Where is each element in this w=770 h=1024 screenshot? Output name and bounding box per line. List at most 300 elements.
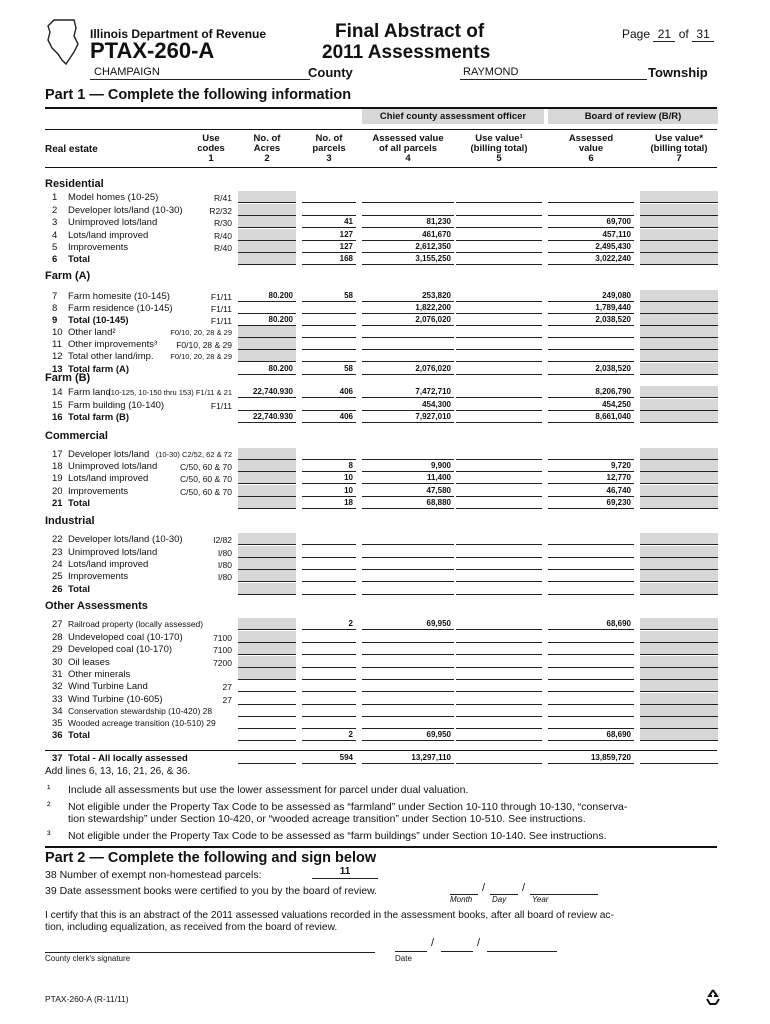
row-37-acres-field[interactable] [238,752,296,764]
row-16-acres-field[interactable] [238,411,296,423]
row-7-acres-field[interactable] [238,290,296,302]
row-14-bor-field[interactable] [548,386,634,398]
row-36-bor-field[interactable] [548,729,634,741]
row-32-acres-field[interactable] [238,680,296,692]
row-30-use-code: 7200 [213,658,232,668]
row-7-boruse-field[interactable] [640,290,718,302]
row-13-assessed-field[interactable] [362,363,454,375]
row-33-boruse-field[interactable] [640,693,718,705]
row-1-use-field[interactable] [456,191,542,203]
row-34-bor-field[interactable] [548,705,634,717]
row-5-use-field[interactable] [456,241,542,253]
row-36-parcels-field[interactable] [302,729,356,741]
sign-day-field[interactable] [441,940,473,952]
row-18-assessed-field[interactable] [362,460,454,472]
row-17-boruse-field[interactable] [640,448,718,460]
row-9-assessed-field[interactable] [362,314,454,326]
exempt-parcels-field[interactable] [312,866,378,879]
row-37-use-field[interactable] [456,752,542,764]
row-21-parcels-value: 18 [344,498,353,507]
page-number[interactable]: 21 [653,27,675,42]
row-15-assessed-value: 454,300 [422,400,451,409]
row-35-acres-field[interactable] [238,717,296,729]
row-8-bor-field[interactable] [548,302,634,314]
county-field[interactable] [90,66,310,80]
row-29-bor-field[interactable] [548,643,634,655]
row-4-acres-field[interactable] [238,229,296,241]
row-30-assessed-field[interactable] [362,656,454,668]
row-11-boruse-field[interactable] [640,338,718,350]
row-1-bor-field[interactable] [548,191,634,203]
row-23-assessed-field[interactable] [362,546,454,558]
row-8-assessed-field[interactable] [362,302,454,314]
row-13-acres-field[interactable] [238,363,296,375]
row-35-boruse-field[interactable] [640,717,718,729]
row-20-boruse-field[interactable] [640,485,718,497]
row-10-use-field[interactable] [456,326,542,338]
cert-month-field[interactable] [450,884,478,895]
row-34-use-field[interactable] [456,705,542,717]
row-20-acres-field[interactable] [238,485,296,497]
row-23-parcels-field[interactable] [302,546,356,558]
row-5-parcels-field[interactable] [302,241,356,253]
row-28-parcels-field[interactable] [302,631,356,643]
date-slash-2: / [522,882,526,894]
section-residential: Residential [45,178,104,190]
row-4-boruse-field[interactable] [640,229,718,241]
row-18-boruse-field[interactable] [640,460,718,472]
row-31-bor-field[interactable] [548,668,634,680]
row-20-assessed-field[interactable] [362,485,454,497]
row-20-number: 20 [52,486,63,497]
row-13-acres-value: 80.200 [268,364,293,373]
row-37-boruse-field[interactable] [640,752,718,764]
row-31-boruse-field[interactable] [640,668,718,680]
row-30-boruse-field[interactable] [640,656,718,668]
row-23-label: Unimproved lots/land [68,547,158,558]
row-14-use-field[interactable] [456,386,542,398]
row-11-assessed-field[interactable] [362,338,454,350]
row-2-assessed-field[interactable] [362,204,454,216]
of-label: of [678,27,689,41]
row-9-use-field[interactable] [456,314,542,326]
footnote-2-mark: ² [47,800,51,812]
row-30-label: Oil leases [68,657,110,668]
row-16-assessed-field[interactable] [362,411,454,423]
row-19-parcels-field[interactable] [302,472,356,484]
row-36-bor-value: 68,690 [606,730,631,739]
row-15-use-field[interactable] [456,399,542,411]
row-30-acres-field[interactable] [238,656,296,668]
row-20-parcels-field[interactable] [302,485,356,497]
row-22-acres-field[interactable] [238,533,296,545]
row-4-number: 4 [52,230,58,241]
row-26-boruse-field[interactable] [640,583,718,595]
col-header-acres: No. of Acres 2 [253,133,281,164]
row-11-parcels-field[interactable] [302,338,356,350]
row-26-parcels-field[interactable] [302,583,356,595]
row-25-acres-field[interactable] [238,570,296,582]
line-38-label: 38 Number of exempt non-homestead parcels: [45,869,262,881]
row-5-assessed-field[interactable] [362,241,454,253]
row-5-number: 5 [52,242,58,253]
row-8-use-field[interactable] [456,302,542,314]
row-26-assessed-field[interactable] [362,583,454,595]
row-37-bor-field[interactable] [548,752,634,764]
row-25-label: Improvements [68,571,129,582]
row-16-use-field[interactable] [456,411,542,423]
township-field[interactable] [460,66,647,80]
row-36-use-field[interactable] [456,729,542,741]
row-9-acres-field[interactable] [238,314,296,326]
row-12-assessed-field[interactable] [362,350,454,362]
row-7-use-code: F1/11 [210,292,232,302]
row-8-parcels-field[interactable] [302,302,356,314]
col-header-use-value: Use value¹ (billing total) 5 [470,133,528,164]
row-3-parcels-field[interactable] [302,216,356,228]
row-16-parcels-field[interactable] [302,411,356,423]
row-10-number: 10 [52,327,63,338]
row-22-use-code: I2/82 [213,535,232,545]
row-2-bor-field[interactable] [548,204,634,216]
row-25-use-field[interactable] [456,570,542,582]
row-3-acres-field[interactable] [238,216,296,228]
row-13-parcels-value: 58 [344,364,353,373]
row-10-boruse-field[interactable] [640,326,718,338]
row-9-use-code: F1/11 [210,316,232,326]
row-21-assessed-field[interactable] [362,497,454,509]
part2-divider [45,846,717,848]
row-30-parcels-field[interactable] [302,656,356,668]
row-34-parcels-field[interactable] [302,705,356,717]
row-27-parcels-field[interactable] [302,618,356,630]
row-28-assessed-field[interactable] [362,631,454,643]
row-29-use-code: 7100 [213,645,232,655]
row-17-bor-field[interactable] [548,448,634,460]
row-17-acres-field[interactable] [238,448,296,460]
page-total[interactable]: 31 [692,27,714,42]
row-2-use-field[interactable] [456,204,542,216]
row-5-boruse-field[interactable] [640,241,718,253]
row-20-assessed-value: 47,580 [426,486,451,495]
row-31-parcels-field[interactable] [302,668,356,680]
row-8-number: 8 [52,303,58,314]
row-5-acres-field[interactable] [238,241,296,253]
row-9-bor-field[interactable] [548,314,634,326]
row-1-parcels-field[interactable] [302,191,356,203]
row-32-boruse-field[interactable] [640,680,718,692]
row-21-acres-field[interactable] [238,497,296,509]
row-29-assessed-field[interactable] [362,643,454,655]
row-18-parcels-field[interactable] [302,460,356,472]
row-8-boruse-field[interactable] [640,302,718,314]
row-6-assessed-field[interactable] [362,253,454,265]
row-13-boruse-field[interactable] [640,363,718,375]
row-3-use-field[interactable] [456,216,542,228]
row-7-use-field[interactable] [456,290,542,302]
row-10-acres-field[interactable] [238,326,296,338]
row-37-assessed-value: 13,297,110 [411,753,451,762]
row-33-parcels-field[interactable] [302,693,356,705]
signature-caption: County clerk's signature [45,954,131,963]
sign-date-field[interactable] [395,937,560,952]
row-27-use-field[interactable] [456,618,542,630]
row-19-assessed-field[interactable] [362,472,454,484]
row-16-bor-field[interactable] [548,411,634,423]
row-31-use-field[interactable] [456,668,542,680]
row-6-boruse-field[interactable] [640,253,718,265]
row-14-assessed-field[interactable] [362,386,454,398]
row-28-acres-field[interactable] [238,631,296,643]
row-32-parcels-field[interactable] [302,680,356,692]
row-6-use-field[interactable] [456,253,542,265]
sign-year-field[interactable] [487,940,557,952]
row-2-parcels-field[interactable] [302,204,356,216]
row-32-use-field[interactable] [456,680,542,692]
row-25-assessed-field[interactable] [362,570,454,582]
row-21-bor-field[interactable] [548,497,634,509]
row-12-parcels-field[interactable] [302,350,356,362]
certification-text-2: tion, including equalization, as received from the board of review. [45,922,338,933]
row-4-assessed-field[interactable] [362,229,454,241]
row-3-number: 3 [52,217,58,228]
row-7-acres-value: 80.200 [268,291,293,300]
row-28-bor-field[interactable] [548,631,634,643]
row-30-bor-field[interactable] [548,656,634,668]
sign-month-field[interactable] [395,940,427,952]
row-27-acres-field[interactable] [238,618,296,630]
row-29-use-field[interactable] [456,643,542,655]
row-4-bor-field[interactable] [548,229,634,241]
row-24-use-field[interactable] [456,558,542,570]
row-4-parcels-field[interactable] [302,229,356,241]
row-7-bor-field[interactable] [548,290,634,302]
row-2-boruse-field[interactable] [640,204,718,216]
col-header-parcels: No. of parcels 3 [312,133,346,164]
row-24-parcels-field[interactable] [302,558,356,570]
row-33-bor-field[interactable] [548,693,634,705]
row-2-number: 2 [52,205,58,216]
row-5-parcels-value: 127 [339,242,353,251]
row-16-label: Total farm (B) [68,412,130,423]
row-21-bor-value: 69,230 [606,498,631,507]
row-6-bor-field[interactable] [548,253,634,265]
row-12-use-field[interactable] [456,350,542,362]
col-header-bor-assessed: Assessed value 6 [568,133,614,164]
row-15-label: Farm building (10-140) [68,400,165,411]
row-21-boruse-field[interactable] [640,497,718,509]
row-1-acres-field[interactable] [238,191,296,203]
row-23-use-field[interactable] [456,546,542,558]
row-21-assessed-value: 68,880 [426,498,451,507]
row-36-assessed-field[interactable] [362,729,454,741]
row-35-parcels-field[interactable] [302,717,356,729]
row-24-bor-field[interactable] [548,558,634,570]
row-18-use-code: C/50, 60 & 70 [180,462,232,472]
row-25-boruse-field[interactable] [640,570,718,582]
row-18-assessed-value: 9,900 [430,461,451,470]
row-26-acres-field[interactable] [238,583,296,595]
row-27-bor-field[interactable] [548,618,634,630]
row-3-boruse-field[interactable] [640,216,718,228]
row-28-use-field[interactable] [456,631,542,643]
row-15-bor-field[interactable] [548,399,634,411]
footnote-2-line2: tion stewardship” under Section 10-420, or “wooded acreage transition” under Section 10-510. See instructions. [68,813,586,825]
row-12-bor-field[interactable] [548,350,634,362]
row-34-acres-field[interactable] [238,705,296,717]
group-cco-label: Chief county assessment officer [379,111,527,122]
row-31-label: Other minerals [68,669,131,680]
row-3-bor-field[interactable] [548,216,634,228]
row-34-label: Conservation stewardship (10-420) 28 [68,706,213,716]
row-27-boruse-field[interactable] [640,618,718,630]
row-29-acres-field[interactable] [238,643,296,655]
row-6-parcels-value: 168 [339,254,353,263]
row-15-assessed-field[interactable] [362,399,454,411]
row-27-number: 27 [52,619,63,630]
row-20-use-field[interactable] [456,485,542,497]
row-6-assessed-value: 3,155,250 [415,254,451,263]
row-23-acres-field[interactable] [238,546,296,558]
row-11-acres-field[interactable] [238,338,296,350]
row-26-use-field[interactable] [456,583,542,595]
row-26-bor-field[interactable] [548,583,634,595]
row-23-boruse-field[interactable] [640,546,718,558]
row-21-parcels-field[interactable] [302,497,356,509]
county-value: CHAMPAIGN [94,66,160,78]
row-11-use-field[interactable] [456,338,542,350]
row-25-parcels-field[interactable] [302,570,356,582]
row-37-assessed-field[interactable] [362,752,454,764]
row-33-use-field[interactable] [456,693,542,705]
row-27-assessed-field[interactable] [362,618,454,630]
row-36-boruse-field[interactable] [640,729,718,741]
row-7-parcels-value: 58 [344,291,353,300]
row-36-acres-field[interactable] [238,729,296,741]
row-1-assessed-field[interactable] [362,191,454,203]
row-13-use-field[interactable] [456,363,542,375]
row-22-parcels-field[interactable] [302,533,356,545]
row-7-parcels-field[interactable] [302,290,356,302]
row-34-boruse-field[interactable] [640,705,718,717]
row-28-boruse-field[interactable] [640,631,718,643]
row-17-assessed-field[interactable] [362,448,454,460]
row-2-acres-field[interactable] [238,204,296,216]
part1-title: Part 1 — Complete the following information [45,87,352,103]
row-14-acres-field[interactable] [238,386,296,398]
row-31-acres-field[interactable] [238,668,296,680]
cert-year-field[interactable] [530,884,598,895]
row-19-boruse-field[interactable] [640,472,718,484]
row-14-parcels-field[interactable] [302,386,356,398]
row-33-acres-field[interactable] [238,693,296,705]
cert-date-field[interactable] [450,884,600,904]
row-21-use-field[interactable] [456,497,542,509]
row-35-assessed-field[interactable] [362,717,454,729]
row-22-use-field[interactable] [456,533,542,545]
row-29-parcels-field[interactable] [302,643,356,655]
row-30-use-field[interactable] [456,656,542,668]
row-22-bor-field[interactable] [548,533,634,545]
row-24-boruse-field[interactable] [640,558,718,570]
township-value: RAYMOND [463,66,519,78]
row-9-parcels-field[interactable] [302,314,356,326]
row-5-label: Improvements [68,242,129,253]
row-31-assessed-field[interactable] [362,668,454,680]
row-15-parcels-field[interactable] [302,399,356,411]
cert-day-field[interactable] [490,884,518,895]
row-17-use-field[interactable] [456,448,542,460]
row-9-boruse-field[interactable] [640,314,718,326]
row-11-bor-field[interactable] [548,338,634,350]
row-28-label: Undeveloped coal (10-170) [68,632,183,643]
clerk-signature-field[interactable] [45,940,375,953]
row-34-assessed-field[interactable] [362,705,454,717]
row-33-assessed-field[interactable] [362,693,454,705]
row-35-use-field[interactable] [456,717,542,729]
row-13-parcels-field[interactable] [302,363,356,375]
footnote-3: Not eligible under the Property Tax Code to be assessed as “farm buildings” under Section 10-140. See instructions. [68,830,607,842]
row-22-boruse-field[interactable] [640,533,718,545]
row-25-bor-field[interactable] [548,570,634,582]
row-37-parcels-field[interactable] [302,752,356,764]
row-32-assessed-field[interactable] [362,680,454,692]
row-24-acres-field[interactable] [238,558,296,570]
row-14-boruse-field[interactable] [640,386,718,398]
row-35-bor-field[interactable] [548,717,634,729]
row-12-boruse-field[interactable] [640,350,718,362]
row-18-use-field[interactable] [456,460,542,472]
row-19-use-field[interactable] [456,472,542,484]
row-15-acres-field[interactable] [238,399,296,411]
row-8-acres-field[interactable] [238,302,296,314]
row-1-boruse-field[interactable] [640,191,718,203]
row-12-acres-field[interactable] [238,350,296,362]
page-label: Page [622,27,651,41]
row-7-assessed-field[interactable] [362,290,454,302]
row-32-bor-field[interactable] [548,680,634,692]
row-18-bor-field[interactable] [548,460,634,472]
row-5-bor-field[interactable] [548,241,634,253]
row-22-assessed-field[interactable] [362,533,454,545]
row-15-use-code: F1/11 [210,401,232,411]
row-19-bor-field[interactable] [548,472,634,484]
row-13-bor-field[interactable] [548,363,634,375]
row-6-acres-field[interactable] [238,253,296,265]
row-6-parcels-field[interactable] [302,253,356,265]
row-29-boruse-field[interactable] [640,643,718,655]
row-19-parcels-value: 10 [344,473,353,482]
row-4-use-field[interactable] [456,229,542,241]
row-24-assessed-field[interactable] [362,558,454,570]
row-10-parcels-field[interactable] [302,326,356,338]
row-10-assessed-field[interactable] [362,326,454,338]
row-10-bor-field[interactable] [548,326,634,338]
row-1-use-code: R/41 [214,193,232,203]
row-17-parcels-field[interactable] [302,448,356,460]
date-caption: Date [395,954,412,963]
row-16-boruse-field[interactable] [640,411,718,423]
row-18-acres-field[interactable] [238,460,296,472]
row-19-acres-field[interactable] [238,472,296,484]
row37-rule [45,750,717,751]
row-20-bor-field[interactable] [548,485,634,497]
row-3-assessed-field[interactable] [362,216,454,228]
row-15-boruse-field[interactable] [640,399,718,411]
certification-text: I certify that this is an abstract of the 2011 assessed valuations recorded in the assessment books, after all board of review ac- [45,910,614,921]
row-19-label: Lots/land improved [68,473,149,484]
row-23-bor-field[interactable] [548,546,634,558]
